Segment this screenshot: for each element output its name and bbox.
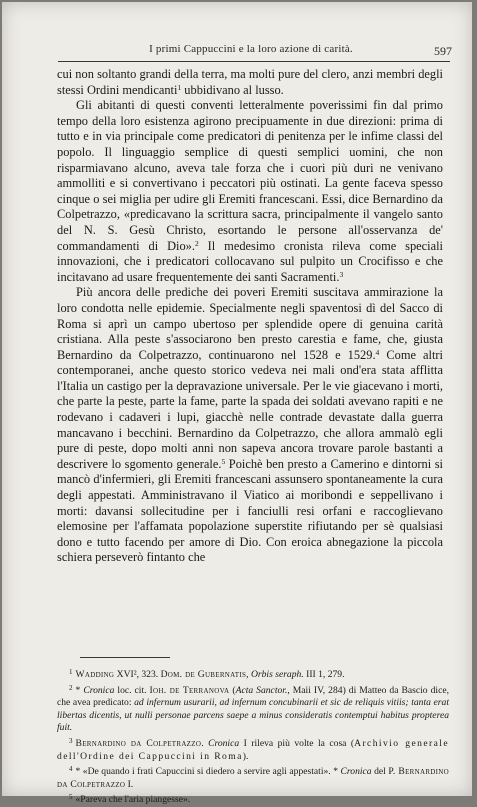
body-text [57,67,443,566]
footnote-text: loc. cit. [114,684,150,696]
footnote-text: I. [125,778,134,790]
footnote-text: ( [229,684,236,696]
text-run: Poichè ben presto a Camerino e dintorni si mancò d'infermieri, gli Eremiti francescani assunsero spontaneamente la cura degli appestati. Amministravano il Viatico ai moribondi e seppellivano i morti: davansi sollecitudine per i fanciulli resi orfani e raccoglievano elemosine per l'affamata popolazione superstite rifiutando per sè qualsiasi dono e tutto facendo per amore di Dio. Con eroica abnegazione la piccola schiera perseverò fintanto che [57,456,443,565]
paragraph [57,98,443,285]
footnote-ref: 4 [375,347,380,357]
footnote-text: Wadding [75,669,115,680]
text-run: Gli abitanti di questi conventi letteralmente poverissimi fin dal primo tempo della loro esistenza agirono precipuamente in due direzioni: prima di tutto e in via principale come predicatori di penitenza per le infime classi del popolo. Il linguaggio semplice di questi semplici uomini, che non risparmiavano alcuno, aveva tale forza che i cuori più duri ne venivano ammolliti e si convertivano i peccatori più ostinati. La gente faceva spesso cinque o sei miglia per udire gli Eremiti francescani. Essi, dice Bernardino da Colpetrazzo, «predicavano la scrittura sacra, principalmente il vangelo santo del N. S. Gesù Christo, esortando le persone all'osservanza de' commandamenti di Dio». [57,98,443,253]
book-page [2,2,472,806]
page-number: 597 [434,44,452,58]
footnote-text: , Maii IV, 284) di Matteo da Bascio dice, che avea predicato: [57,684,449,709]
footnote-number: 3 [69,736,73,745]
footnote-text: Orbis seraph. [250,669,304,680]
footnote-text: Archivio generale dell'Ordine dei Cappuccini in Roma [57,737,449,762]
paragraph [57,67,443,98]
running-title: I primi Cappuccini e la loro azione di carità. [149,43,353,55]
footnote-rule [80,657,170,658]
text-run: Il medesimo cronista rileva come speciali innovazioni, che i predicatori collocavano sul pulpito un Crocifisso e che incitavano ad usare frequentemente dei santi Sacramenti. [57,238,443,284]
paragraph [57,285,443,566]
footnote-number: 5 [69,793,73,802]
footnote [57,735,449,763]
footnote-text: Cronica [83,684,115,696]
footnote-number: 4 [69,765,73,774]
footnote-text: Bernardino da Colpetrazzo [75,737,202,749]
footnotes [57,666,449,807]
footnote-text: . [201,737,209,749]
footnote-ref: 2 [194,238,199,248]
footnote-ref: 1 [177,82,182,92]
footnote-text: I rileva più volte la cosa ( [239,737,355,749]
footnote-text: ). [242,750,249,762]
footnote-text: «Pareva che l'aria piangesse». [75,794,191,806]
text-run: Come altri contemporanei, anche questo storico vedeva nei mali ond'era stata afflitta l'Italia un castigo per la depravazione universale. Per le vie giacevano i morti, che parte la peste, parte la fame, parte la spada dei soldati avevano rapiti e ne rodevano i cadaveri i lupi, giacchè nelle contrade devastate dalla guerra mancavano i becchini. Bernardino da Colpetrazzo, che allora ammalò egli pure di peste, dopo molti anni non sapeva ancora trovare parole bastanti a descrivere lo sgomento generale. [57,347,443,471]
footnote-number: 2 [69,683,73,692]
footnote-text: del [371,766,389,778]
footnote [57,682,449,735]
footnote-text: Ioh. de Terranova [149,684,230,696]
footnote [57,791,449,807]
footnote-number: 1 [69,668,73,676]
footnote-ref: 3 [339,269,344,279]
footnote [57,763,449,791]
text-run: Più ancora delle prediche dei poveri Eremiti suscitava ammirazione la loro condotta nelle epidemie. Specialmente negli spaventosi dì del Sacco di Roma si aprì un campo ubertoso per splendide opere di genuina carità cristiana. Alla peste s'associarono ben presto carestia e fame, che, giusta Bernardino da Colpetrazzo, continuarono nel 1528 e 1529. [57,285,443,362]
footnote-text: III 1, 279. [303,669,345,680]
footnote-text: XVI², 323. [114,669,161,680]
footnote-text: * [75,684,84,696]
footnote-text: Acta Sanctor. [235,684,288,696]
footnote-text: , [246,669,251,680]
footnote-text: P. Bernardino da Colpetrazzo [57,766,449,790]
text-run: cui non soltanto grandi della terra, ma molti pure del clero, anzi membri degli stessi Ordini mendicanti [57,67,443,97]
footnote-ref: 5 [221,456,226,466]
footnote-text: ad infernum usurarii, ad infernum concubinarii et sic de reliquis vitiis; tanta erat libertas dicentis, ut nulli personae parcens saepe a minus consideratis contemptui habitus propterea fuit. [57,697,450,734]
footnote [57,666,449,682]
header-rule [58,61,450,62]
footnote-text: Dom. de Gubernatis [160,669,247,680]
footnote-text: Cronica [208,737,240,749]
footnote-text: * «De quando i frati Capuccini si diedero a servire agli appestati». * [75,766,341,778]
text-run: ubbidivano al lusso. [181,82,284,97]
footnote-text: Cronica [340,766,372,778]
